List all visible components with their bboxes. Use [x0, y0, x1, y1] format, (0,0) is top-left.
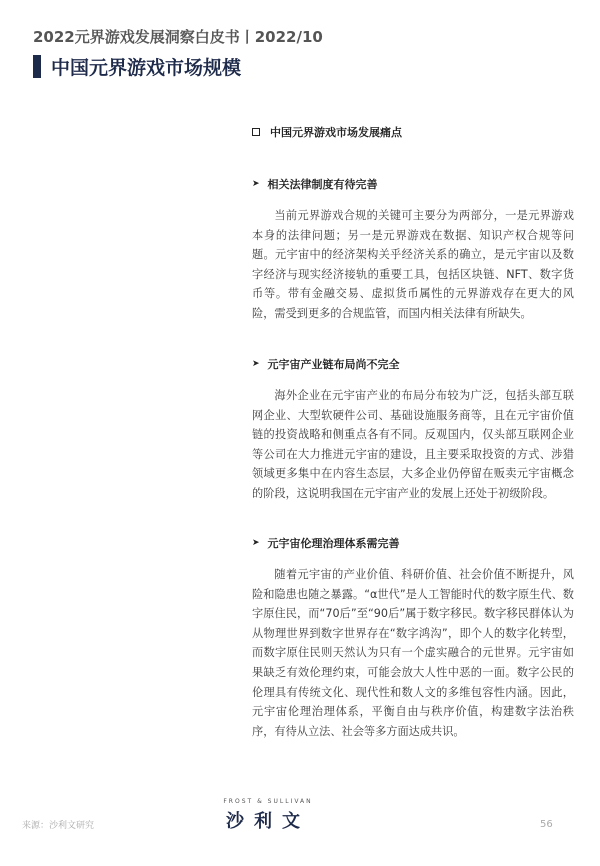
- subsection-legal: [252, 176, 574, 324]
- subsection-paragraph: 海外企业在元宇宙产业的布局分布较为广泛，包括头部互联网企业、大型软硬件公司、基础设施服务商等，且在元宇宙价值链的投资战略和侧重点各有不同。反观国内，仅头部互联网企业等公司在大力推进元宇宙的建设，且主要采取投资的方式、涉猎领域更多集中在内容生态层，大多企业仍停留在贩卖元宇宙概念的阶段，这说明我国在元宇宙产业的发展上还处于初级阶段。: [252, 389, 574, 500]
- subsection-paragraph: 随着元宇宙的产业价值、科研价值、社会价值不断提升，风险和隐患也随之暴露。“α世代”是人工智能时代的数字原生代、数字原住民，而“70后”至“90后”属于数字移民。数字移民群体认为从物理世界到数字世界存在“数字鸿沟”，即个人的数字化转型，而数字原住民则天然认为只有一个虚实融合的元世界。元宇宙如果缺乏有效伦理约束，可能会放大人性中恶的一面。数字公民的伦理具有传统文化、现代性和数人文的多维包容性内涵。因此，元宇宙伦理治理体系，平衡自由与秩序价值，构建数字法治秩序，有待从立法、社会等多方面达成共识。: [252, 568, 574, 738]
- section-title-block: [33, 54, 241, 78]
- logo-english: FROST & SULLIVAN: [223, 798, 313, 805]
- subsection-paragraph: 当前元界游戏合规的关键可主要分为两部分，一是元界游戏本身的法律问题；另一是元界游戏在数据、知识产权合规等问题。元宇宙中的经济架构关乎经济关系的确立，是元宇宙以及数字经济与现实经济接轨的重要工具，包括区块链、NFT、数字货币等。带有金融交易、虚拟货币属性的元界游戏存在更大的风险，需受到更多的合规监管，而国内相关法律有所缺失。: [252, 209, 574, 320]
- arrow-icon: ➤: [252, 359, 260, 369]
- subsection-ethics: [252, 535, 574, 741]
- subsection-heading-text: 相关法律制度有待完善: [267, 178, 378, 191]
- arrow-icon: ➤: [252, 538, 260, 548]
- subsection-heading-text: 元宇宙产业链布局尚不完全: [267, 358, 400, 371]
- pain-points-heading: [252, 124, 402, 140]
- frost-sullivan-logo: [218, 798, 318, 833]
- subsection-heading-text: 元宇宙伦理治理体系需完善: [267, 537, 400, 550]
- pain-points-heading-text: 中国元界游戏市场发展痛点: [270, 126, 402, 139]
- report-title: 2022元界游戏发展洞察白皮书丨2022/10: [33, 28, 323, 46]
- logo-chinese: 沙利文: [226, 811, 310, 832]
- checkbox-icon: [252, 128, 260, 136]
- subsection-industry-chain: [252, 356, 574, 504]
- title-accent-bar: [33, 55, 41, 78]
- footer-source: 来源：沙利文研究: [22, 821, 95, 831]
- subsection-heading: [252, 535, 574, 551]
- page-number: 56: [540, 819, 553, 830]
- section-title: 中国元界游戏市场规模: [51, 56, 242, 79]
- subsection-heading: [252, 356, 574, 372]
- subsection-heading: [252, 176, 574, 192]
- arrow-icon: ➤: [252, 179, 260, 189]
